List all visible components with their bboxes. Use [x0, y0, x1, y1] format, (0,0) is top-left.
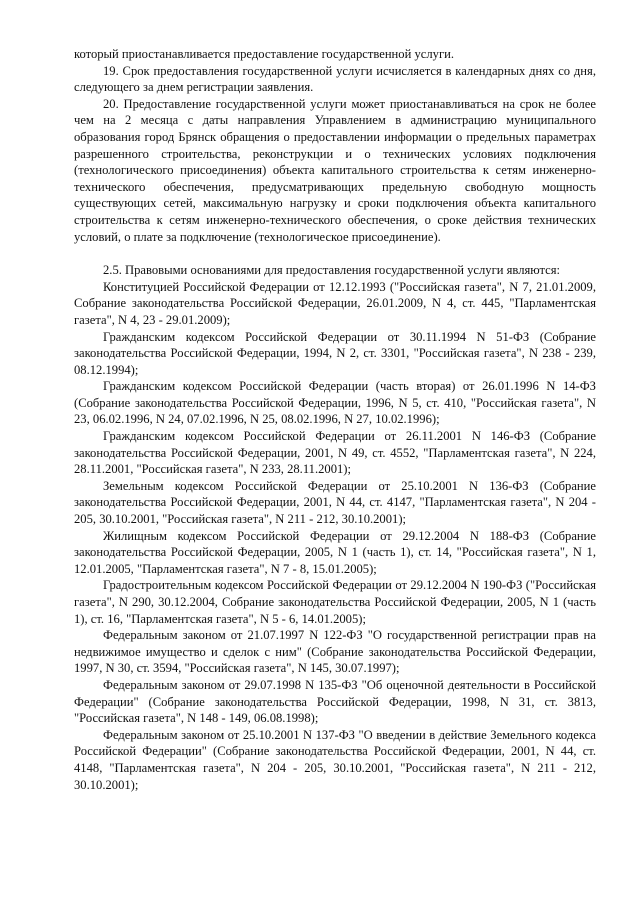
paragraph-section-2-5: 2.5. Правовыми основаниями для предоставления государственной услуги являются:	[103, 263, 561, 278]
legal-basis-item: Гражданским кодексом Российской Федерации от 30.11.1994 N 51-ФЗ (Собрание законодательства Российской Федерации, 1994, N 2, ст. 3301, "Российская газета", N 238 - 239, 08.12.1994);	[74, 329, 596, 377]
legal-basis-item: Федеральным законом от 29.07.1998 N 135-ФЗ "Об оценочной деятельности в Российской Федерации" (Собрание законодательства Российской Федерации, 1998, N 31, ст. 3813, "Российская газета", N 148 - 149, 06.08.1998);	[74, 677, 596, 726]
legal-basis-item: Гражданским кодексом Российской Федерации (часть вторая) от 26.01.1996 N 14-ФЗ (Собрание законодательства Российской Федерации, 1996, N 5, ст. 410, "Российская газета", N 23, 06.02.1996, N 24, 07.02.1996, N 25, 08.02.1996, N 27, 10.02.1996);	[74, 379, 596, 427]
paragraph-continuation: который приостанавливается предоставление государственной услуги.	[74, 47, 455, 61]
legal-basis-item: Конституцией Российской Федерации от 12.12.1993 ("Российская газета", N 7, 21.01.2009, Собрание законодательства Российской Федерации, 26.01.2009, N 4, ст. 445, "Парламентская газета", N 4, 23 - 29.01.2009);	[74, 279, 596, 327]
legal-basis-item: Градостроительным кодексом Российской Федерации от 29.12.2004 N 190-ФЗ ("Российская газета", N 290, 30.12.2004, Собрание законодательства Российской Федерации, 2005, N 1 (часть 1), ст. 16, "Парламентская газета", N 5 - 6, 14.01.2005);	[74, 578, 596, 626]
legal-basis-item: Федеральным законом от 25.10.2001 N 137-ФЗ "О введении в действие Земельного кодекса Российской Федерации" (Собрание законодательства Российской Федерации, 2001, N 44, ст. 4148, "Парламентская газета", N 204 - 205, 30.10.2001, "Российская газета", N 211 - 212, 30.10.2001);	[74, 727, 596, 792]
legal-basis-item: Гражданским кодексом Российской Федерации от 26.11.2001 N 146-ФЗ (Собрание законодательства Российской Федерации, 2001, N 49, ст. 4552, "Парламентская газета", N 224, 28.11.2001, "Российская газета", N 233, 28.11.2001);	[74, 429, 596, 477]
legal-basis-item: Жилищным кодексом Российской Федерации от 29.12.2004 N 188-ФЗ (Собрание законодательства Российской Федерации, 2005, N 1 (часть 1), ст. 14, "Российская газета", N 1, 12.01.2005, "Парламентская газета", N 7 - 8, 15.01.2005);	[74, 528, 596, 576]
paragraph-spacer	[74, 245, 596, 262]
legal-basis-item: Федеральным законом от 21.07.1997 N 122-ФЗ "О государственной регистрации прав на недвижимое имущество и сделок с ним" (Собрание законодательства Российской Федерации, 1997, N 30, ст. 3594, "Российская газета", N 145, 30.07.1997);	[74, 628, 596, 676]
paragraph-item-20: 20. Предоставление государственной услуги может приостанавливаться на срок не более чем на 2 месяца с даты направления Управлением в администрацию муниципального образования город Брянск обращения о предоставлении информации о предельных параметрах разрешенного строительства, реконструкции и о технических условиях подключения (технологического присоединения) объекта капитального строительства к сетям инженерно-технического обеспечения, предусматривающих предельную свободную мощность существующих сетей, максимальную нагрузку и сроки подключения объекта капитального строительства к сетям инженерно-технического обеспечения, о сроке действия технических условий, о плате за подключение (технологическое присоединение).	[74, 96, 596, 244]
legal-basis-item: Земельным кодексом Российской Федерации от 25.10.2001 N 136-ФЗ (Собрание законодательства Российской Федерации, 2001, N 44, ст. 4147, "Парламентская газета", N 204 - 205, 30.10.2001, "Российская газета", N 211 - 212, 30.10.2001);	[74, 478, 596, 527]
section-top	[74, 46, 596, 245]
section-legal-basis	[74, 262, 596, 793]
document-page	[74, 46, 596, 793]
paragraph-item-19: 19. Срок предоставления государственной услуги исчисляется в календарных днях со дня, следующего за днем регистрации заявления.	[74, 63, 596, 95]
